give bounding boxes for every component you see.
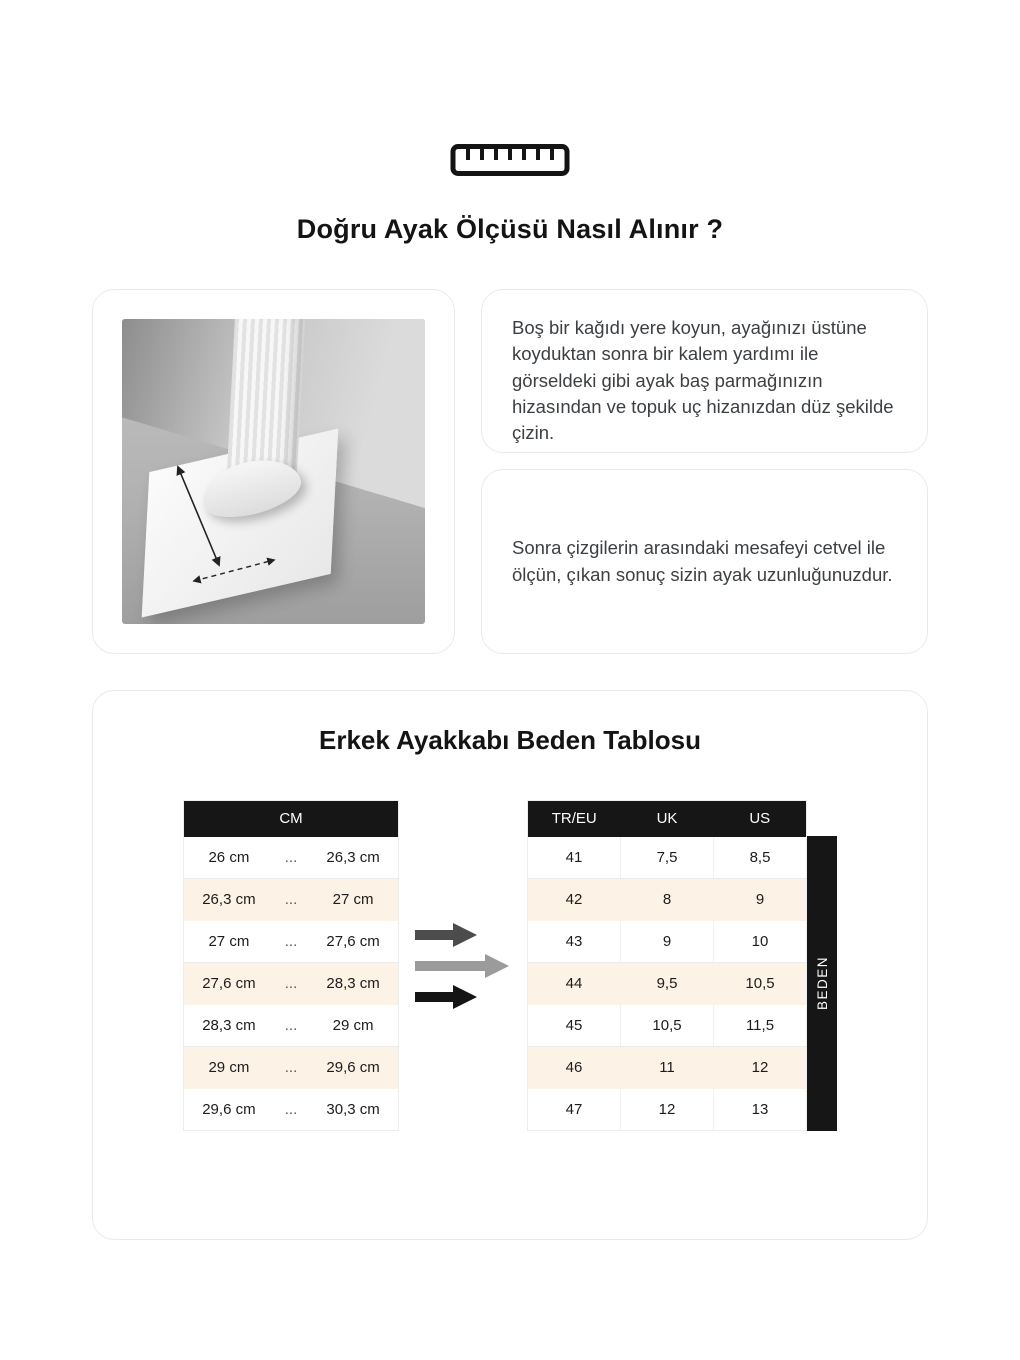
- size-table-title: Erkek Ayakkabı Beden Tablosu: [319, 725, 701, 755]
- size-value-cell: 12: [621, 1089, 714, 1131]
- instruction-step1-card: [481, 289, 928, 453]
- cm-to-cell: 27,6 cm: [308, 921, 398, 963]
- instructions-section: [92, 289, 928, 654]
- instruction-step2-text: Sonra çizgilerin arasındaki mesafeyi cetvel ile ölçün, çıkan sonuç sizin ayak uzunluğunuzdur.: [512, 537, 893, 585]
- cm-table-header-row: [184, 801, 399, 837]
- size-value-cell: 7,5: [621, 837, 714, 879]
- size-value-cell: 11,5: [714, 1005, 807, 1047]
- cm-from-cell: 26,3 cm: [184, 879, 274, 921]
- size-value-cell: 11: [621, 1047, 714, 1089]
- size-table-card: [92, 690, 928, 1240]
- size-table-row: [528, 837, 807, 879]
- international-sizes-wrap: [527, 800, 837, 1131]
- size-column-header: US: [714, 801, 807, 837]
- size-value-cell: 46: [528, 1047, 621, 1089]
- size-table-row: [528, 879, 807, 921]
- cm-separator-cell: ...: [274, 921, 308, 963]
- instruction-step1-text: Boş bir kağıdı yere koyun, ayağınızı üstüne koyduktan sonra bir kalem yardımı ile görseldeki gibi ayak baş parmağınızın hizasından ve topuk uç hizanızdan düz şekilde çizin.: [512, 317, 894, 444]
- size-column-header: UK: [621, 801, 714, 837]
- cm-separator-cell: ...: [274, 837, 308, 879]
- ruler-icon-wrap: [0, 0, 1020, 180]
- international-size-table: [527, 800, 807, 1131]
- size-value-cell: 10,5: [714, 963, 807, 1005]
- cm-to-cell: 27 cm: [308, 879, 398, 921]
- size-column-header: TR/EU: [528, 801, 621, 837]
- size-value-cell: 10,5: [621, 1005, 714, 1047]
- cm-to-cell: 26,3 cm: [308, 837, 398, 879]
- cm-table-row: [184, 921, 399, 963]
- cm-from-cell: 26 cm: [184, 837, 274, 879]
- cm-table-row: [184, 837, 399, 879]
- cm-to-cell: 30,3 cm: [308, 1089, 398, 1131]
- cm-from-cell: 27 cm: [184, 921, 274, 963]
- size-table-header-row: [528, 801, 807, 837]
- cm-to-cell: 29,6 cm: [308, 1047, 398, 1089]
- cm-from-cell: 29,6 cm: [184, 1089, 274, 1131]
- instruction-step2-card: [481, 469, 928, 654]
- conversion-arrows: [413, 922, 513, 1010]
- size-value-cell: 41: [528, 837, 621, 879]
- cm-separator-cell: ...: [274, 963, 308, 1005]
- cm-table-row: [184, 1089, 399, 1131]
- beden-side-bar: [807, 836, 837, 1131]
- size-tables-row: [93, 800, 927, 1131]
- cm-separator-cell: ...: [274, 1089, 308, 1131]
- size-value-cell: 9: [621, 921, 714, 963]
- size-table-row: [528, 921, 807, 963]
- cm-column-header: CM: [184, 801, 399, 837]
- size-value-cell: 10: [714, 921, 807, 963]
- foot-photo-card: [92, 289, 455, 654]
- size-table-row: [528, 1005, 807, 1047]
- cm-separator-cell: ...: [274, 1005, 308, 1047]
- size-table-row: [528, 1089, 807, 1131]
- cm-table-row: [184, 1047, 399, 1089]
- size-value-cell: 44: [528, 963, 621, 1005]
- transfer-arrows-icon: [415, 922, 511, 1010]
- size-table-row: [528, 1047, 807, 1089]
- size-value-cell: 47: [528, 1089, 621, 1131]
- measurement-lines-icon: [122, 319, 425, 624]
- beden-label: BEDEN: [814, 956, 830, 1011]
- size-value-cell: 9: [714, 879, 807, 921]
- size-value-cell: 9,5: [621, 963, 714, 1005]
- instruction-cards: [481, 289, 928, 654]
- cm-to-cell: 28,3 cm: [308, 963, 398, 1005]
- cm-to-cell: 29 cm: [308, 1005, 398, 1047]
- cm-separator-cell: ...: [274, 1047, 308, 1089]
- cm-separator-cell: ...: [274, 879, 308, 921]
- size-value-cell: 8,5: [714, 837, 807, 879]
- ruler-icon: [449, 140, 571, 180]
- cm-from-cell: 27,6 cm: [184, 963, 274, 1005]
- cm-table-row: [184, 963, 399, 1005]
- size-value-cell: 13: [714, 1089, 807, 1131]
- cm-from-cell: 28,3 cm: [184, 1005, 274, 1047]
- size-value-cell: 12: [714, 1047, 807, 1089]
- size-value-cell: 8: [621, 879, 714, 921]
- size-value-cell: 45: [528, 1005, 621, 1047]
- cm-table: [183, 800, 399, 1131]
- size-value-cell: 43: [528, 921, 621, 963]
- foot-measurement-photo: [122, 319, 425, 624]
- cm-table-row: [184, 879, 399, 921]
- size-table-row: [528, 963, 807, 1005]
- cm-from-cell: 29 cm: [184, 1047, 274, 1089]
- page-title: Doğru Ayak Ölçüsü Nasıl Alınır ?: [296, 214, 724, 244]
- size-value-cell: 42: [528, 879, 621, 921]
- cm-table-row: [184, 1005, 399, 1047]
